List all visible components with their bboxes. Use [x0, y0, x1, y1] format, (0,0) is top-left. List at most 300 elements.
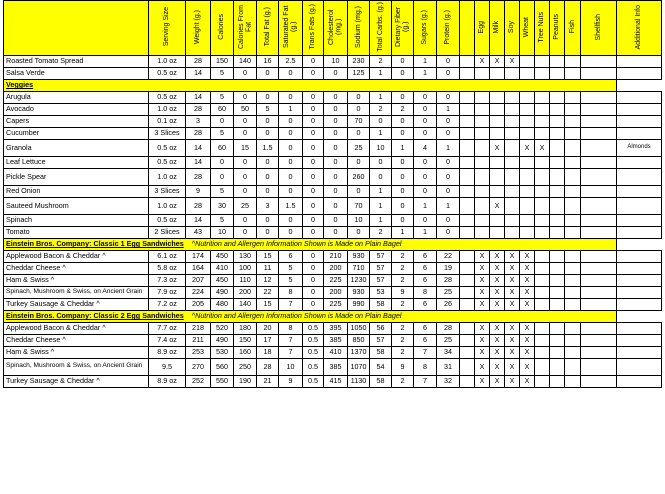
cell-carbs: 58: [370, 375, 392, 387]
cell-wheat: [520, 226, 535, 238]
cell-cal: 10: [211, 226, 234, 238]
cell-fatcal: 140: [234, 55, 257, 67]
table-row: [4, 346, 662, 358]
cell-wheat: X: [520, 250, 535, 262]
cell-treenuts: [535, 322, 550, 334]
cell-info: [617, 103, 662, 115]
section-title: Einstein Bros. Company: Classic 1 Egg Sandwiches: [6, 239, 184, 249]
cell-fish: [565, 127, 581, 139]
header-milk: Milk: [490, 1, 505, 56]
cell-fat: 21: [257, 375, 279, 387]
cell-chol: 210: [324, 250, 348, 262]
cell-fiber: 0: [392, 168, 414, 185]
cell-wheat: X: [520, 375, 535, 387]
cell-milk: [490, 115, 505, 127]
cell-info: [617, 55, 662, 67]
cell-wheat: [520, 168, 535, 185]
cell-protein: 1: [437, 103, 460, 115]
cell-weight: 205: [186, 298, 211, 310]
item-name: Turkey Sausage & Cheddar ^: [4, 298, 149, 310]
cell-fat: 18: [257, 346, 279, 358]
item-name: Spinach, Mushroom & Swiss, on Ancient Grain: [4, 286, 149, 298]
cell-sodium: 930: [348, 250, 370, 262]
cell-treenuts: [535, 346, 550, 358]
cell-protein: 22: [437, 250, 460, 262]
cell-trans: 0: [303, 262, 324, 274]
section-classic-2-egg: [4, 310, 662, 322]
cell-serving: 5.8 oz: [149, 262, 186, 274]
cell-sugars: 6: [414, 274, 437, 286]
cell-carbs: 57: [370, 262, 392, 274]
section-classic-1-egg: [4, 238, 662, 250]
cell-sugars: 4: [414, 139, 437, 156]
cell-serving: 8.9 oz: [149, 346, 186, 358]
cell-sugars: 0: [414, 115, 437, 127]
cell-peanuts: [550, 298, 565, 310]
cell-peanuts: [550, 156, 565, 168]
cell-sat: 0: [279, 91, 303, 103]
cell-fiber: 0: [392, 197, 414, 214]
cell-fatcal: 25: [234, 197, 257, 214]
cell-cal: 520: [211, 322, 234, 334]
cell-chol: 415: [324, 375, 348, 387]
cell-sat: 1.5: [279, 197, 303, 214]
spacer-cell: [460, 214, 475, 226]
spacer-cell: [460, 55, 475, 67]
cell-soy: [505, 226, 520, 238]
cell-serving: 1.0 oz: [149, 103, 186, 115]
cell-sat: 8: [279, 322, 303, 334]
cell-fat: 15: [257, 298, 279, 310]
cell-weight: 174: [186, 250, 211, 262]
cell-info: Almonds: [617, 139, 662, 156]
header-additional-info: Additional Info: [617, 1, 662, 56]
table-row: [4, 226, 662, 238]
cell-treenuts: [535, 286, 550, 298]
cell-sat: 10: [279, 358, 303, 375]
cell-sat: 5: [279, 274, 303, 286]
table-row: [4, 55, 662, 67]
cell-fat: 1.5: [257, 139, 279, 156]
cell-cal: 450: [211, 250, 234, 262]
cell-sodium: 230: [348, 55, 370, 67]
section-note: ^Nutrition and Allergen Information Shown is Made on Plain Bagel: [191, 239, 402, 249]
cell-milk: [490, 168, 505, 185]
cell-fiber: 2: [392, 334, 414, 346]
cell-fish: [565, 139, 581, 156]
cell-sodium: 930: [348, 286, 370, 298]
cell-fish: [565, 262, 581, 274]
cell-soy: [505, 115, 520, 127]
section-title: Veggies: [6, 80, 34, 90]
cell-sugars: 0: [414, 103, 437, 115]
cell-treenuts: [535, 250, 550, 262]
cell-peanuts: [550, 127, 565, 139]
item-name: Applewood Bacon & Cheddar ^: [4, 250, 149, 262]
cell-fat: 11: [257, 262, 279, 274]
cell-serving: 0.5 oz: [149, 91, 186, 103]
cell-egg: X: [475, 322, 490, 334]
cell-fish: [565, 250, 581, 262]
cell-fatcal: 130: [234, 250, 257, 262]
cell-protein: 25: [437, 334, 460, 346]
cell-treenuts: [535, 197, 550, 214]
cell-cal: 490: [211, 286, 234, 298]
cell-soy: [505, 139, 520, 156]
cell-weight: 14: [186, 214, 211, 226]
cell-chol: 0: [324, 115, 348, 127]
cell-wheat: X: [520, 298, 535, 310]
cell-sugars: 6: [414, 298, 437, 310]
table-row: [4, 322, 662, 334]
cell-serving: 8.9 oz: [149, 375, 186, 387]
cell-milk: X: [490, 334, 505, 346]
cell-trans: 0: [303, 274, 324, 286]
cell-carbs: 57: [370, 250, 392, 262]
cell-treenuts: [535, 334, 550, 346]
cell-peanuts: [550, 103, 565, 115]
cell-chol: 0: [324, 67, 348, 79]
cell-cal: 550: [211, 375, 234, 387]
cell-fiber: 0: [392, 55, 414, 67]
cell-fat: 0: [257, 115, 279, 127]
cell-sugars: 0: [414, 214, 437, 226]
cell-sodium: 125: [348, 67, 370, 79]
cell-egg: X: [475, 346, 490, 358]
cell-trans: 0: [303, 103, 324, 115]
cell-trans: 0: [303, 139, 324, 156]
cell-shellfish: [581, 298, 617, 310]
table-row: [4, 115, 662, 127]
cell-fatcal: 0: [234, 185, 257, 197]
cell-info: [617, 274, 662, 286]
cell-sodium: 0: [348, 156, 370, 168]
cell-fish: [565, 103, 581, 115]
cell-info: [617, 214, 662, 226]
item-name: Cheddar Cheese ^: [4, 334, 149, 346]
cell-protein: 1: [437, 197, 460, 214]
header-peanuts: Peanuts: [550, 1, 565, 56]
cell-sodium: 0: [348, 103, 370, 115]
cell-chol: 0: [324, 214, 348, 226]
cell-milk: X: [490, 262, 505, 274]
header-calories-from-fat: Calories From Fat: [234, 1, 257, 56]
cell-fatcal: 250: [234, 358, 257, 375]
spacer-cell: [460, 185, 475, 197]
cell-egg: X: [475, 334, 490, 346]
table-row: [4, 91, 662, 103]
cell-trans: 0: [303, 67, 324, 79]
cell-sodium: 0: [348, 185, 370, 197]
cell-chol: 0: [324, 226, 348, 238]
cell-sodium: 25: [348, 139, 370, 156]
cell-treenuts: [535, 358, 550, 375]
cell-serving: 7.7 oz: [149, 322, 186, 334]
cell-carbs: 1: [370, 127, 392, 139]
cell-peanuts: [550, 375, 565, 387]
cell-soy: X: [505, 346, 520, 358]
cell-sat: 0: [279, 185, 303, 197]
cell-treenuts: [535, 67, 550, 79]
cell-sat: 0: [279, 226, 303, 238]
cell-sugars: 6: [414, 262, 437, 274]
cell-cal: 5: [211, 214, 234, 226]
cell-cal: 30: [211, 197, 234, 214]
cell-info: [617, 286, 662, 298]
item-name: Red Onion: [4, 185, 149, 197]
spacer-cell: [460, 334, 475, 346]
header-shellfish: Shellfish: [581, 1, 617, 56]
cell-fish: [565, 334, 581, 346]
cell-serving: 7.9 oz: [149, 286, 186, 298]
cell-sat: 5: [279, 262, 303, 274]
cell-serving: 7.2 oz: [149, 298, 186, 310]
cell-cal: 490: [211, 334, 234, 346]
cell-weight: 270: [186, 358, 211, 375]
cell-serving: 1.0 oz: [149, 168, 186, 185]
cell-sat: 0: [279, 139, 303, 156]
header-protein: Protein (g.): [437, 1, 460, 56]
cell-carbs: 58: [370, 346, 392, 358]
section-header-cell: [4, 238, 617, 250]
cell-sat: 0: [279, 127, 303, 139]
cell-wheat: X: [520, 286, 535, 298]
cell-milk: X: [490, 250, 505, 262]
cell-wheat: [520, 103, 535, 115]
cell-egg: [475, 139, 490, 156]
cell-sat: 0: [279, 156, 303, 168]
table-row: [4, 168, 662, 185]
cell-treenuts: [535, 127, 550, 139]
cell-cal: 0: [211, 168, 234, 185]
cell-egg: [475, 156, 490, 168]
cell-shellfish: [581, 262, 617, 274]
cell-info: [617, 298, 662, 310]
cell-soy: X: [505, 358, 520, 375]
cell-wheat: [520, 214, 535, 226]
cell-shellfish: [581, 375, 617, 387]
cell-trans: 0: [303, 298, 324, 310]
cell-treenuts: [535, 115, 550, 127]
cell-egg: [475, 197, 490, 214]
cell-fat: 0: [257, 168, 279, 185]
cell-milk: [490, 127, 505, 139]
cell-fat: 3: [257, 197, 279, 214]
cell-shellfish: [581, 55, 617, 67]
spacer-cell: [460, 67, 475, 79]
cell-egg: [475, 168, 490, 185]
cell-egg: X: [475, 55, 490, 67]
cell-trans: 0: [303, 168, 324, 185]
spacer-cell: [460, 91, 475, 103]
cell-egg: [475, 91, 490, 103]
cell-trans: 0: [303, 91, 324, 103]
cell-fat: 22: [257, 286, 279, 298]
item-name: Salsa Verde: [4, 67, 149, 79]
cell-soy: X: [505, 298, 520, 310]
cell-cal: 560: [211, 358, 234, 375]
cell-egg: X: [475, 358, 490, 375]
cell-serving: 0.1 oz: [149, 115, 186, 127]
item-name: Spinach: [4, 214, 149, 226]
header-wheat: Wheat: [520, 1, 535, 56]
cell-wheat: X: [520, 139, 535, 156]
cell-wheat: [520, 197, 535, 214]
cell-weight: 28: [186, 168, 211, 185]
cell-serving: 2 Slices: [149, 226, 186, 238]
cell-soy: X: [505, 55, 520, 67]
spacer-cell: [460, 346, 475, 358]
cell-protein: 0: [437, 156, 460, 168]
cell-fatcal: 0: [234, 168, 257, 185]
cell-fatcal: 0: [234, 91, 257, 103]
cell-serving: 0.5 oz: [149, 214, 186, 226]
cell-chol: 385: [324, 358, 348, 375]
cell-fatcal: 0: [234, 67, 257, 79]
cell-serving: 1.0 oz: [149, 55, 186, 67]
cell-shellfish: [581, 67, 617, 79]
cell-fat: 0: [257, 91, 279, 103]
cell-treenuts: [535, 274, 550, 286]
cell-info: [617, 67, 662, 79]
cell-peanuts: [550, 358, 565, 375]
section-note: ^Nutrition and Allergen Information Shown is Made on Plain Bagel: [191, 311, 402, 321]
cell-sat: 0: [279, 115, 303, 127]
cell-milk: X: [490, 375, 505, 387]
cell-egg: [475, 67, 490, 79]
table-row: [4, 185, 662, 197]
cell-shellfish: [581, 346, 617, 358]
cell-sat: 8: [279, 286, 303, 298]
cell-protein: 0: [437, 226, 460, 238]
spacer-cell: [460, 262, 475, 274]
cell-protein: 26: [437, 298, 460, 310]
cell-cal: 5: [211, 127, 234, 139]
cell-shellfish: [581, 226, 617, 238]
header-sugars: Sugars (g.): [414, 1, 437, 56]
cell-protein: 0: [437, 115, 460, 127]
item-name: Cucumber: [4, 127, 149, 139]
cell-shellfish: [581, 103, 617, 115]
cell-soy: X: [505, 334, 520, 346]
cell-weight: 14: [186, 91, 211, 103]
cell-treenuts: [535, 156, 550, 168]
item-name: Granola: [4, 139, 149, 156]
spacer-cell: [460, 286, 475, 298]
cell-treenuts: [535, 375, 550, 387]
table-row: [4, 103, 662, 115]
cell-protein: 0: [437, 168, 460, 185]
cell-fat: 16: [257, 55, 279, 67]
cell-wheat: X: [520, 274, 535, 286]
cell-fish: [565, 197, 581, 214]
cell-carbs: 53: [370, 286, 392, 298]
cell-carbs: 1: [370, 197, 392, 214]
cell-sodium: 850: [348, 334, 370, 346]
section-header-cell: [4, 79, 617, 91]
cell-cal: 0: [211, 156, 234, 168]
cell-peanuts: [550, 139, 565, 156]
cell-egg: [475, 127, 490, 139]
header-sodium: Sodium (mg.): [348, 1, 370, 56]
cell-trans: 0.5: [303, 322, 324, 334]
cell-sat: 6: [279, 250, 303, 262]
cell-protein: 1: [437, 139, 460, 156]
cell-fat: 28: [257, 358, 279, 375]
cell-milk: [490, 226, 505, 238]
header-calories: Calories: [211, 1, 234, 56]
cell-weight: 28: [186, 127, 211, 139]
spacer-cell: [460, 298, 475, 310]
cell-carbs: 1: [370, 91, 392, 103]
cell-treenuts: [535, 185, 550, 197]
cell-wheat: [520, 115, 535, 127]
cell-egg: X: [475, 375, 490, 387]
cell-fiber: 2: [392, 375, 414, 387]
cell-weight: 14: [186, 156, 211, 168]
spacer-cell: [460, 168, 475, 185]
cell-trans: 0: [303, 286, 324, 298]
cell-peanuts: [550, 262, 565, 274]
item-name: Arugula: [4, 91, 149, 103]
cell-shellfish: [581, 139, 617, 156]
cell-milk: [490, 214, 505, 226]
cell-carbs: 1: [370, 214, 392, 226]
section-title: Einstein Bros. Company: Classic 2 Egg Sandwiches: [6, 311, 184, 321]
cell-fish: [565, 185, 581, 197]
cell-carbs: 56: [370, 322, 392, 334]
cell-weight: 3: [186, 115, 211, 127]
cell-peanuts: [550, 168, 565, 185]
cell-fat: 5: [257, 103, 279, 115]
cell-soy: X: [505, 322, 520, 334]
cell-cal: 60: [211, 139, 234, 156]
cell-sugars: 6: [414, 250, 437, 262]
cell-peanuts: [550, 286, 565, 298]
cell-trans: 0.5: [303, 358, 324, 375]
table-row: [4, 67, 662, 79]
cell-serving: 6.1 oz: [149, 250, 186, 262]
spacer-cell: [460, 156, 475, 168]
cell-serving: 0.5 oz: [149, 156, 186, 168]
cell-protein: 0: [437, 67, 460, 79]
cell-treenuts: [535, 55, 550, 67]
cell-milk: [490, 103, 505, 115]
cell-sodium: 0: [348, 226, 370, 238]
cell-egg: [475, 226, 490, 238]
table-row: [4, 375, 662, 387]
cell-protein: 28: [437, 322, 460, 334]
cell-chol: 0: [324, 197, 348, 214]
table-row: [4, 298, 662, 310]
cell-sodium: 70: [348, 115, 370, 127]
cell-protein: 28: [437, 274, 460, 286]
cell-fiber: 2: [392, 322, 414, 334]
cell-fish: [565, 358, 581, 375]
cell-cal: 410: [211, 262, 234, 274]
cell-wheat: [520, 127, 535, 139]
cell-fatcal: 15: [234, 139, 257, 156]
cell-serving: 7.3 oz: [149, 274, 186, 286]
cell-weight: 43: [186, 226, 211, 238]
header-cholesterol: Cholesterol (mg.): [324, 1, 348, 56]
header-item-name: [4, 1, 149, 56]
nutrition-table: [3, 0, 662, 388]
cell-peanuts: [550, 185, 565, 197]
cell-milk: [490, 91, 505, 103]
cell-trans: 0.5: [303, 346, 324, 358]
section-veggies: [4, 79, 662, 91]
